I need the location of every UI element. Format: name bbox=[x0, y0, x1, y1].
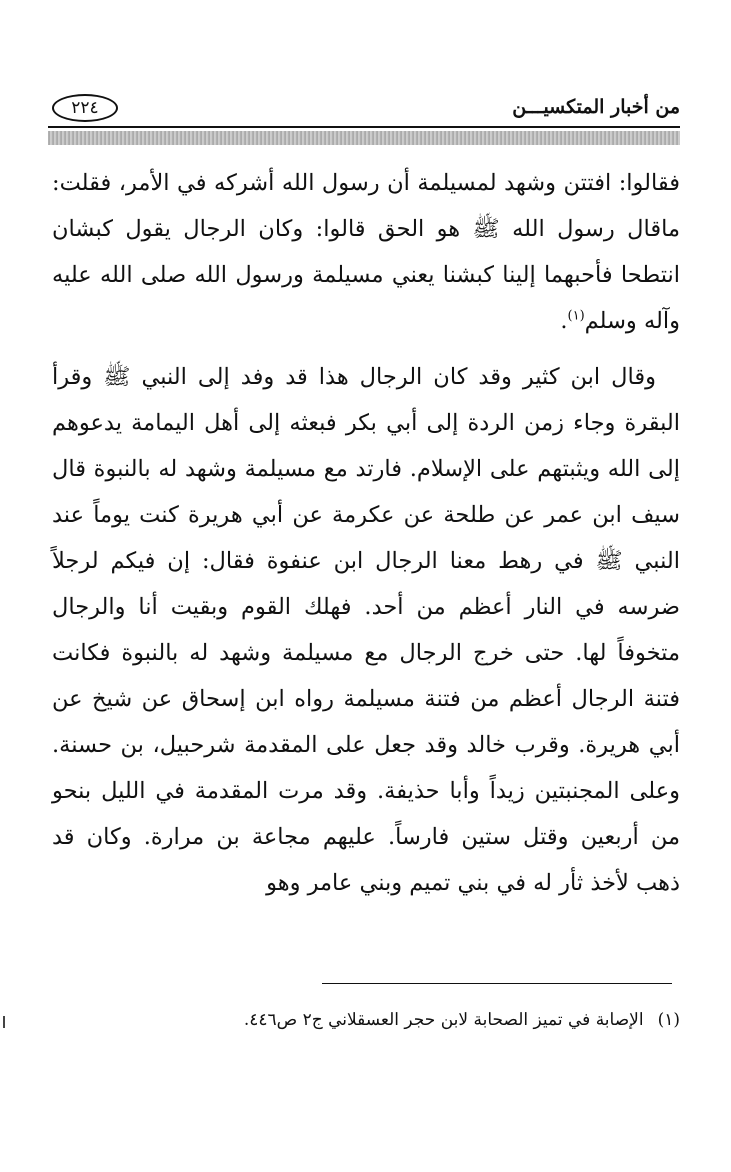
footnote-reference: (١) bbox=[567, 308, 585, 324]
footnote bbox=[52, 1010, 680, 1030]
paragraph-2: وقال ابن كثير وقد كان الرجال هذا قد وفد إلى النبي ﷺ وقرأ البقرة وجاء زمن الردة إلى أبي بكر فبعثه إلى أهل اليمامة يدعوهم إلى الله ويثبتهم على الإسلام. فارتد مع مسيلمة وشهد له بالنبوة قال سيف ابن عمر عن طلحة عن عكرمة عن أبي هريرة كنت يوماً عند النبي ﷺ في رهط معنا الرجال ابن عنفوة فقال: إن فيكم لرجلاً ضرسه في النار أعظم من أحد. فهلك القوم وبقيت أنا والرجال متخوفاً لها. حتى خرج الرجال مع مسيلمة وشهد له بالنبوة فكانت فتنة الرجال أعظم من فتنة مسيلمة رواه ابن إسحاق عن شيخ عن أبي هريرة. وقرب خالد وقد جعل على المقدمة شرحبيل، بن حسنة. وعلى المجنبتين زيداً وأبا حذيفة. وقد مرت المقدمة في الليل بنحو من أربعين وقتل ستين فارساً. عليهم مجاعة بن مرارة. وكان قد ذهب لأخذ ثأر له في بني تميم وبني عامر وهو bbox=[52, 364, 680, 896]
footnote-marker: (١) bbox=[657, 1010, 680, 1030]
page-number: ٢٢٤ bbox=[52, 94, 118, 122]
scan-mark bbox=[3, 1016, 5, 1028]
page-header bbox=[48, 92, 680, 126]
header-ornament-band bbox=[48, 131, 680, 145]
paragraph-1-end: . bbox=[560, 308, 568, 334]
header-rule bbox=[48, 126, 680, 128]
running-title: من أخبار المتكسيـــن bbox=[512, 96, 680, 118]
footnote-rule bbox=[322, 983, 672, 984]
paragraph-1 bbox=[52, 160, 680, 344]
paragraph-1-text: فقالوا: افتتن وشهد لمسيلمة أن رسول الله أشركه في الأمر، فقلت: ماقال رسول الله ﷺ هو الحق قالوا: وكان الرجال يقول كبشان انتطحا فأحبهما إلينا كبشنا يعني مسيلمة ورسول الله صلى الله عليه وآله وسلم bbox=[52, 170, 680, 334]
footnote-text: الإصابة في تميز الصحابة لابن حجر العسقلاني ج٢ ص٤٤٦. bbox=[243, 1010, 644, 1030]
